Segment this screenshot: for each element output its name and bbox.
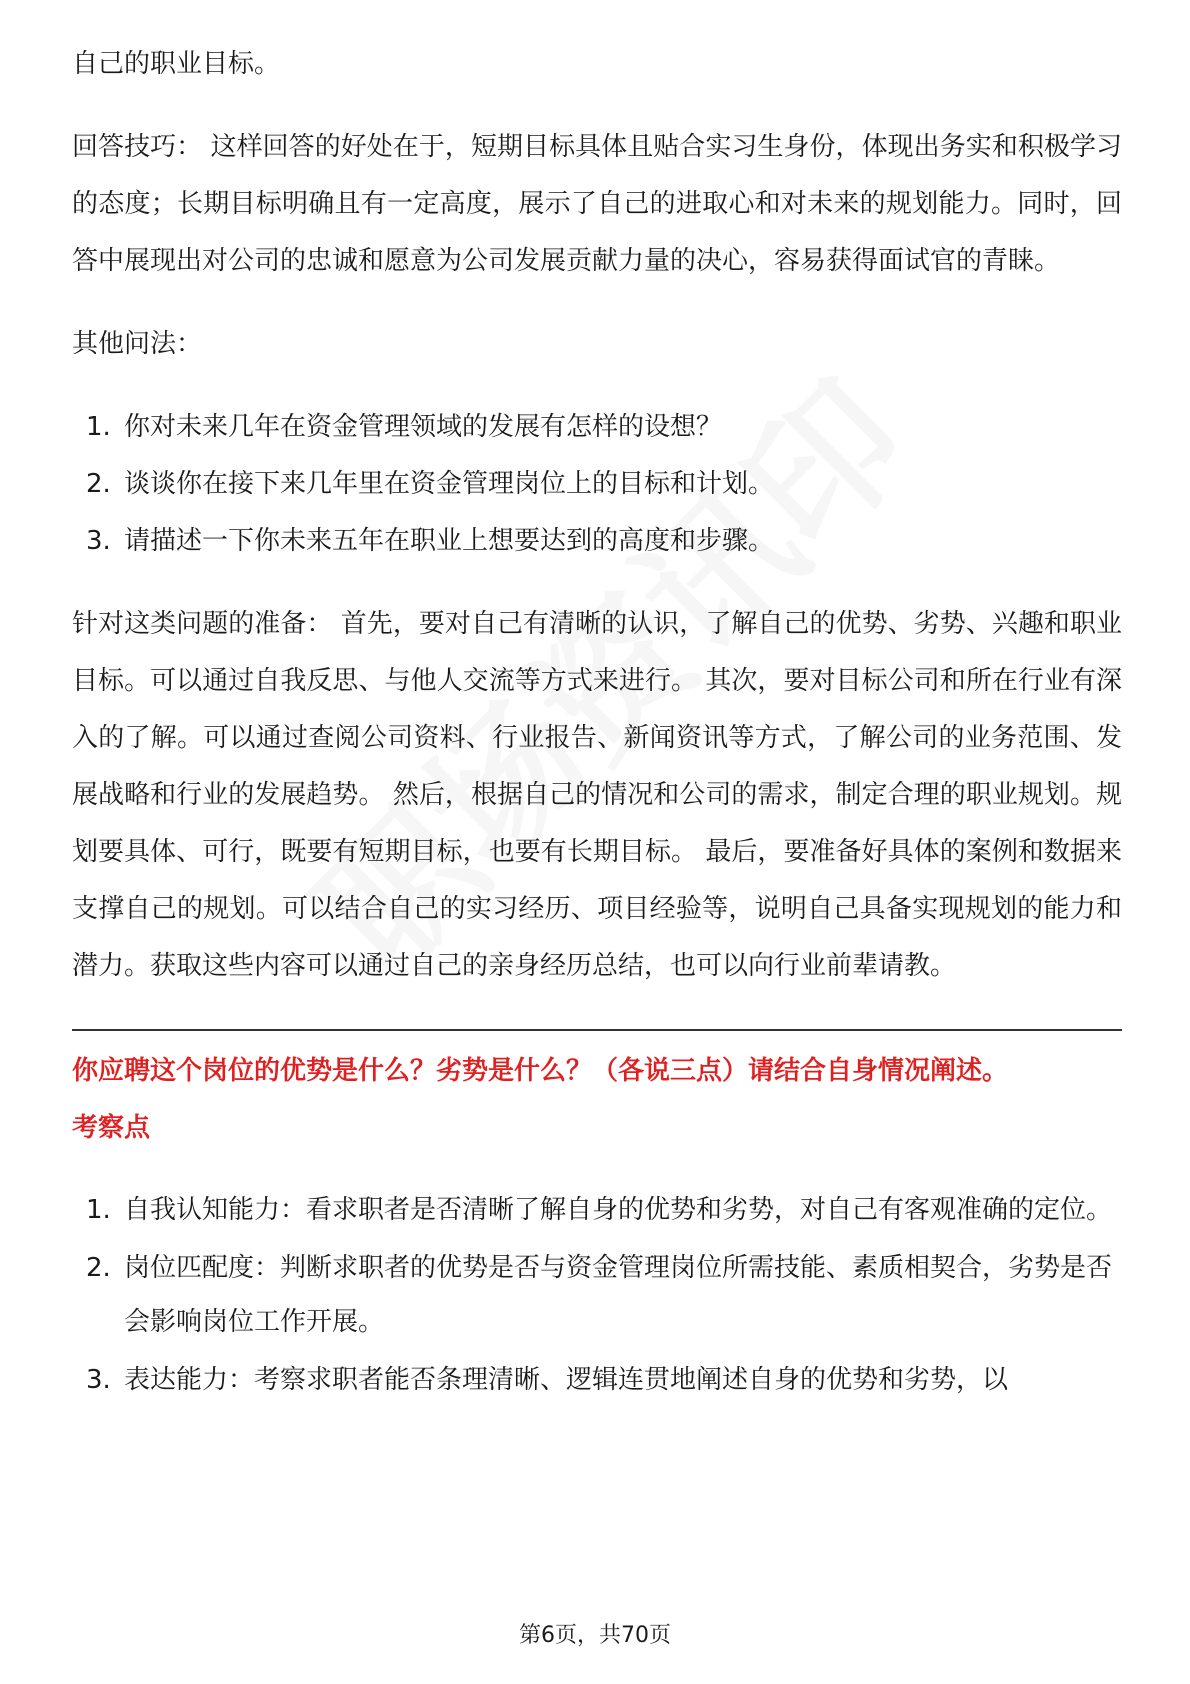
section-divider: [72, 1029, 1122, 1031]
list-item: 2. 岗位匹配度：判断求职者的优势是否与资金管理岗位所需技能、素质相契合，劣势是否会影响岗位工作开展。: [86, 1253, 1113, 1337]
intro-tail: 自己的职业目标。: [72, 49, 281, 79]
list-item: 3. 表达能力：考察求职者能否条理清晰、逻辑连贯地阐述自身的优势和劣势，以: [86, 1365, 1009, 1395]
list-item: 3. 请描述一下你未来五年在职业上想要达到的高度和步骤。: [86, 526, 775, 556]
assessment-label: 考察点: [72, 1113, 151, 1143]
page-footer: 第6页，共70页: [519, 1623, 671, 1648]
list-item: 1. 你对未来几年在资金管理领域的发展有怎样的设想？: [86, 412, 723, 442]
document-page: [72, 36, 1122, 1407]
question-title: 你应聘这个岗位的优势是什么？劣势是什么？（各说三点）请结合自身情况阐述。: [72, 1056, 1009, 1086]
answer-tips: 回答技巧： 这样回答的好处在于，短期目标具体且贴合实习生身份，体现出务实和积极学习的态度；长期目标明确且有一定高度，展示了自己的进取心和对未来的规划能力。同时，回答中展现出对公司的忠诚和愿意为公司发展贡献力量的决心，容易获得面试官的青睐。: [72, 132, 1122, 276]
preparation-paragraph: 针对这类问题的准备： 首先，要对自己有清晰的认识，了解自己的优势、劣势、兴趣和职业目标。可以通过自我反思、与他人交流等方式来进行。 其次，要对目标公司和所在行业有深入的了解。可以通过查阅公司资料、行业报告、新闻资讯等方式，了解公司的业务范围、发展战略和行业的发展趋势。 然后，根据自己的情况和公司的需求，制定合理的职业规划。规划要具体、可行，既要有短期目标，也要有长期目标。 最后，要准备好具体的案例和数据来支撑自己的规划。可以结合自己的实习经历、项目经验等，说明自己具备实现规划的能力和潜力。获取这些内容可以通过自己的亲身经历总结，也可以向行业前辈请教。: [72, 609, 1122, 981]
other-questions-label: 其他问法：: [72, 329, 203, 359]
list-item: 2. 谈谈你在接下来几年里在资金管理岗位上的目标和计划。: [86, 469, 775, 499]
other-questions-list: [72, 399, 1122, 570]
list-item: 1. 自我认知能力：看求职者是否清晰了解自身的优势和劣势，对自己有客观准确的定位。: [86, 1195, 1113, 1225]
assessment-points-list: [72, 1183, 1122, 1407]
